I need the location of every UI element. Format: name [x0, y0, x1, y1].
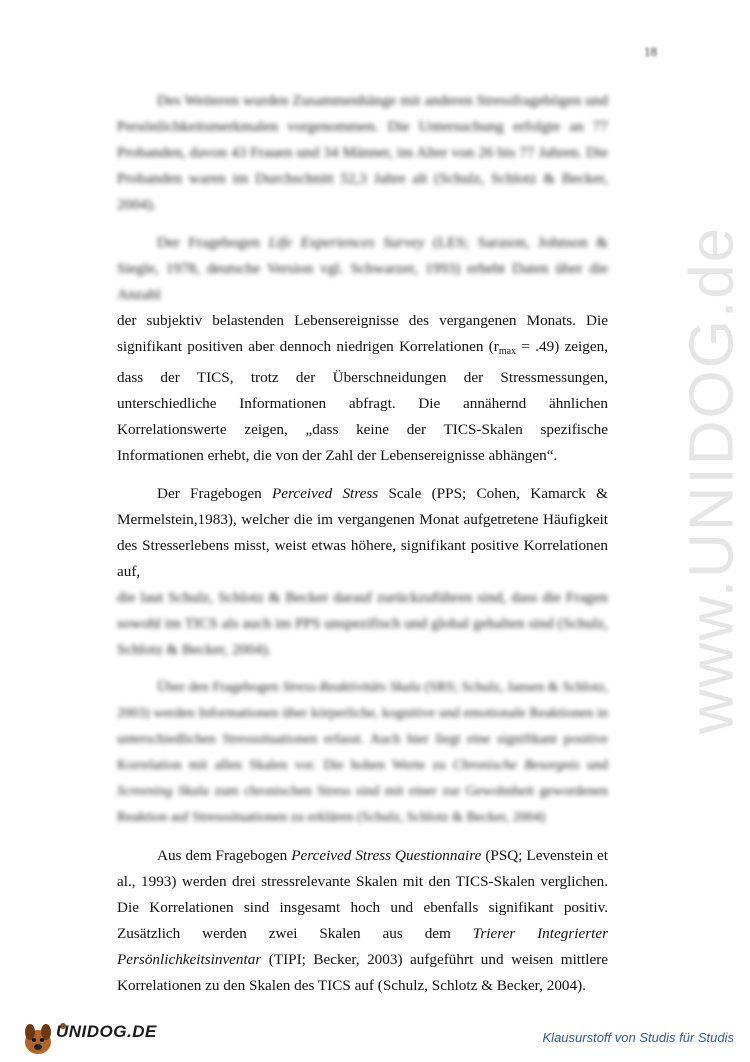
text-run: Aus dem Fragebogen — [157, 847, 292, 864]
italic-term: Trierer Integrierter Persönlichkeitsinventar — [117, 925, 608, 968]
text-run: Scale (PPS; Cohen, Kamarck & Mermelstein,1983), welcher die im vergangenen Monat aufgetretene Häufigkeit des Stresserlebens misst, weist etwas höhere, signifikant positive Korrelationen auf, — [117, 485, 608, 580]
text-run: = .49) zeigen, dass der TICS, trotz der Überschneidungen der Stressmessungen, unterschiedliche Informationen abfragt. Die annähernd ähnlichen Korrelationswerte zeigen, „dass keine der TICS-Skalen spezifische Informationen erhebt, die von der Zahl der Lebensereignisse abhängen“. — [117, 338, 608, 464]
italic-term: Perceived Stress — [272, 485, 379, 502]
text-run: (PSQ; Levenstein et al., 1993) werden drei stressrelevante Skalen mit den TICS-Skalen verglichen. Die Korrelationen sind insgesamt hoch und ebenfalls signifikant positiv. Zusätzlich werden zwei Skalen aus dem — [117, 847, 608, 942]
document-body — [117, 88, 608, 1011]
subscript: max — [498, 346, 517, 357]
text-run: (TIPI; Becker, 2003) aufgeführt und weisen mittlere Korrelationen zu den Skalen des TICS auf (Schulz, Schlotz & Becker, 2004). — [117, 951, 608, 994]
text-run: Der Fragebogen — [157, 234, 269, 251]
text-run: Des Weiteren wurden Zusammenhänge mit anderen Stressfragebögen und Persönlichkeitsmerkmalen vorgenommen. Die Untersuchung erfolgte an 77 Probanden, davon 43 Frauen und 34 Männer, im Alter von 26 bis 77 Jahren. Die Probanden waren im Durchschnitt 52,3 Jahre alt (Schulz, Schlotz & Becker, 2004). — [117, 92, 608, 213]
paragraph-2-blurred-start — [117, 230, 608, 308]
watermark-text: www.UNIDOG.de — [677, 225, 747, 735]
text-run: der subjektiv belastenden Lebensereignisse des vergangenen Monats. Die signifikant positiven aber dennoch niedrigen Korrelationen (r — [117, 312, 608, 355]
text-run: Über den Fragebogen — [157, 680, 283, 695]
text-run: Der Fragebogen — [157, 485, 273, 502]
logo-text: UNIDOG.DE — [56, 1022, 157, 1041]
paragraph-2-visible — [117, 308, 608, 469]
paragraph-1 — [117, 88, 608, 218]
italic-term: Chronische Besorgnis — [452, 758, 580, 773]
text-run: zum chronischen Stress sind mit einer zur Gewohnheit gewordenen Reaktion auf Stresssituationen zu erklären (Schulz, Schlotz & Becker, 2004) — [117, 784, 608, 825]
italic-term: Perceived Stress Questionnaire — [291, 847, 482, 864]
text-run: (SRS; Schulz, Jansen & Schlotz, 2003) werden Informationen über körperliche, kognitive und emotionale Reaktionen in unterschiedlichen Stresssituationen erfasst. Auch hier liegt eine signifikant positive Korrelation mit allen Skalen vor. Die hohen Werte zu — [117, 680, 608, 773]
text-run: (LES; Sarason, Johnson & Siegle, 1978, deutsche Version vgl. Schwarzer, 1993) erhebt Daten über die Anzahl — [117, 234, 608, 303]
text-run: und — [579, 758, 608, 773]
paragraph-5 — [117, 843, 608, 999]
italic-term: Screening Skala — [117, 784, 210, 799]
paragraph-3-visible — [117, 481, 608, 585]
italic-term: Life Experiences Survey — [268, 234, 425, 251]
footer-slogan: Klausurstoff von Studis für Studis — [542, 1030, 734, 1045]
page-number: 18 — [644, 44, 657, 59]
paragraph-3-blurred-end — [117, 585, 608, 663]
italic-term: Stress-Reaktivitäts Skala — [282, 680, 421, 695]
text-run: die laut Schulz, Schlotz & Becker darauf zurückzuführen sind, dass die Fragen sowohl im TICS als auch im PPS unspezifisch und global gehalten sind (Schulz, Schlotz & Becker, 2004). — [117, 589, 608, 658]
paragraph-4 — [117, 675, 608, 831]
